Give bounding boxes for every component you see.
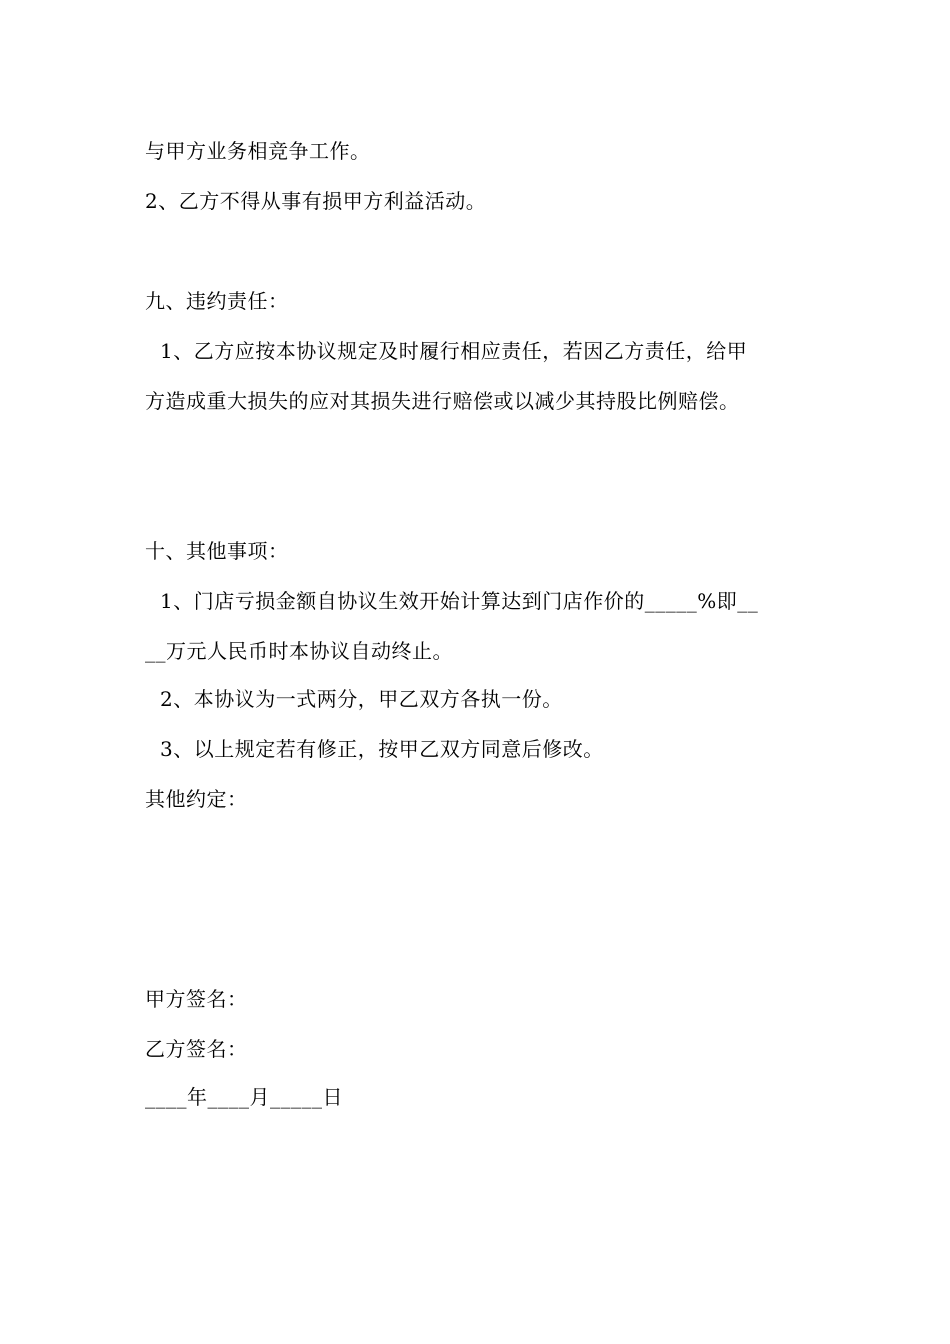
date-line: ____年____月_____日 xyxy=(145,1085,343,1109)
clause-9-item-1-continuation: 方造成重大损失的应对其损失进行赔偿或以减少其持股比例赔偿。 xyxy=(145,389,740,413)
clause-10-item-2: 2、本协议为一式两分，甲乙双方各执一份。 xyxy=(160,687,563,711)
party-a-signature-label: 甲方签名： xyxy=(145,987,248,1011)
clause-10-item-1-continuation: __万元人民币时本协议自动终止。 xyxy=(145,639,453,663)
party-b-signature-label: 乙方签名： xyxy=(145,1037,248,1061)
section-10-heading: 十、其他事项： xyxy=(145,539,289,563)
clause-8-item-2: 2、乙方不得从事有损甲方利益活动。 xyxy=(145,189,487,213)
other-agreements-label: 其他约定： xyxy=(145,787,248,811)
clause-8-continuation: 与甲方业务相竞争工作。 xyxy=(145,139,371,163)
section-9-heading: 九、违约责任： xyxy=(145,289,289,313)
clause-10-item-3: 3、以上规定若有修正，按甲乙双方同意后修改。 xyxy=(160,737,604,761)
clause-9-item-1: 1、乙方应按本协议规定及时履行相应责任，若因乙方责任，给甲 xyxy=(160,339,748,363)
clause-10-item-1: 1、门店亏损金额自协议生效开始计算达到门店作价的_____%即__ xyxy=(160,589,759,613)
